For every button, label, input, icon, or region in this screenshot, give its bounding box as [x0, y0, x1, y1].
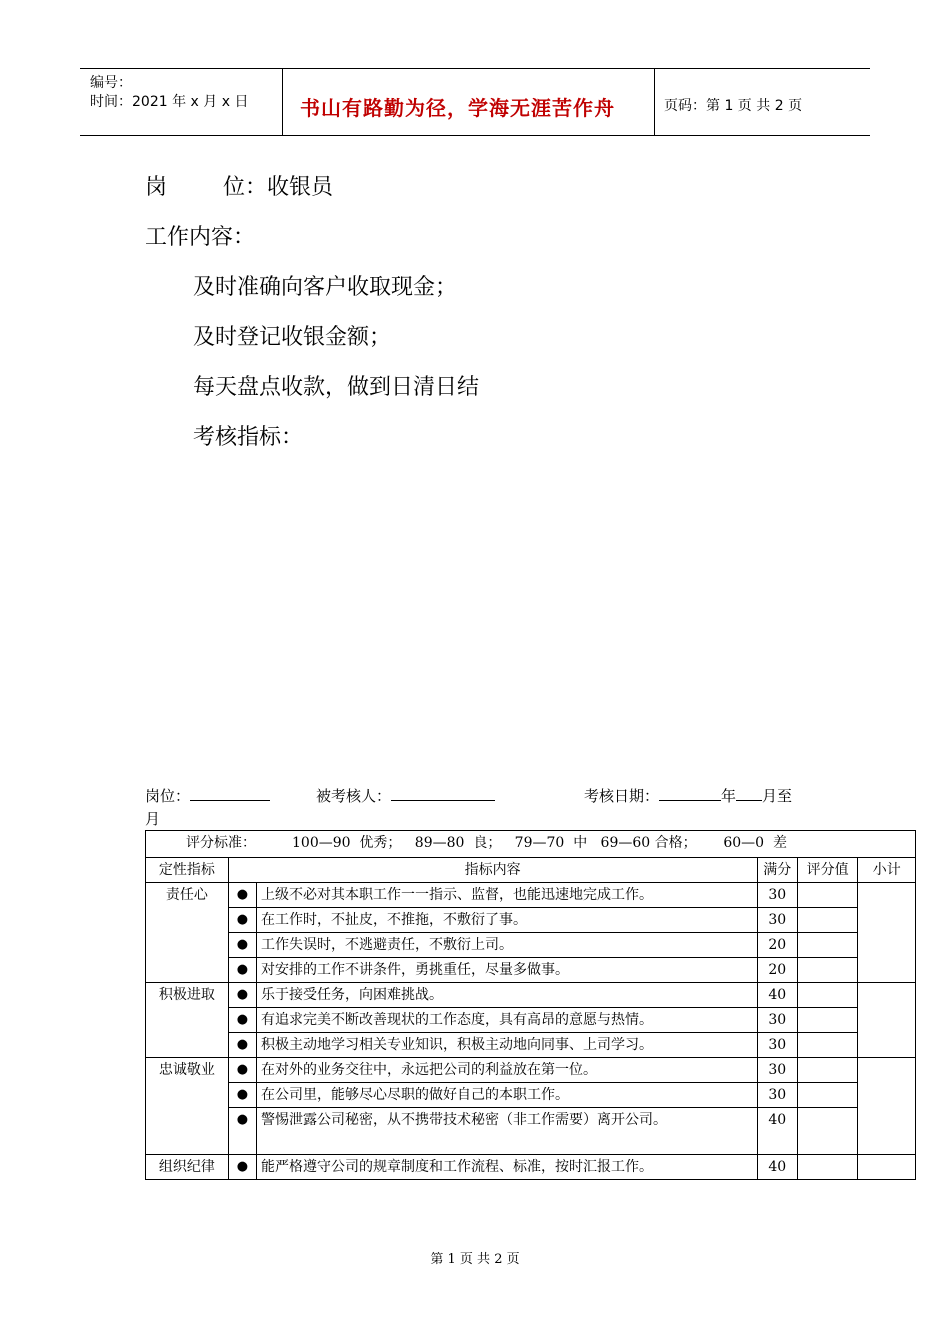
bullet-icon: ● [228, 883, 256, 908]
document-number-label: 编号： [90, 75, 132, 91]
table-row [146, 983, 916, 1008]
header-subtotal: 小计 [858, 858, 916, 883]
form-date-label: 考核日期： [584, 787, 660, 805]
indicator-content: 在对外的业务交往中，永远把公司的利益放在第一位。 [257, 1058, 758, 1083]
indicator-content: 对安排的工作不讲条件，勇挑重任，尽量多做事。 [257, 958, 758, 983]
table-row [146, 1008, 916, 1033]
header-divider-right [654, 68, 655, 135]
subtotal-cell[interactable] [858, 883, 916, 983]
scoring-standard-items: 100—90 优秀； 89—80 良； 79—70 中 69—60 合格； 60—0 差 [292, 835, 787, 851]
duty-item: 每天盘点收款，做到日清日结 [193, 375, 480, 400]
full-score: 20 [757, 958, 797, 983]
form-month-label: 月 [145, 810, 161, 828]
scoring-standard-label: 评分标准： [186, 835, 256, 851]
rating-cell[interactable] [797, 883, 858, 908]
rating-cell[interactable] [797, 983, 858, 1008]
rating-cell[interactable] [797, 1155, 858, 1180]
scoring-standard-row [146, 831, 916, 858]
indicator-content: 能严格遵守公司的规章制度和工作流程、标准，按时汇报工作。 [257, 1155, 758, 1180]
header-bottom-rule [80, 135, 870, 136]
full-score: 40 [757, 1155, 797, 1180]
work-content-label: 工作内容： [145, 225, 256, 250]
bullet-icon: ● [228, 1108, 256, 1155]
subtotal-cell[interactable] [858, 1058, 916, 1155]
form-position-label: 岗位： [145, 787, 191, 805]
header-full-score: 满分 [757, 858, 797, 883]
indicator-responsibility: 责任心 [146, 883, 229, 983]
bullet-icon: ● [228, 1083, 256, 1108]
bullet-icon: ● [228, 933, 256, 958]
indicator-content: 积极主动地学习相关专业知识，积极主动地向同事、上司学习。 [257, 1033, 758, 1058]
position-blank[interactable] [190, 786, 270, 801]
full-score: 30 [757, 1008, 797, 1033]
table-row [146, 908, 916, 933]
page-footer: 第 1 页 共 2 页 [430, 1252, 520, 1267]
rating-cell[interactable] [797, 1108, 858, 1155]
full-score: 20 [757, 933, 797, 958]
full-score: 30 [757, 1083, 797, 1108]
month-blank[interactable] [736, 786, 762, 801]
header-divider-left [282, 68, 283, 135]
subtotal-cell[interactable] [858, 1155, 916, 1180]
assessment-table [145, 830, 916, 1180]
table-row [146, 933, 916, 958]
full-score: 30 [757, 883, 797, 908]
indicator-content: 上级不必对其本职工作一一指示、监督，也能迅速地完成工作。 [257, 883, 758, 908]
assessee-blank[interactable] [391, 786, 495, 801]
indicator-content: 乐于接受任务，向困难挑战。 [257, 983, 758, 1008]
document-time-label: 时间：2021 年 x 月 x 日 [90, 94, 249, 110]
indicator-content: 工作失误时，不逃避责任，不敷衍上司。 [257, 933, 758, 958]
table-row [146, 1083, 916, 1108]
rating-cell[interactable] [797, 1058, 858, 1083]
table-row [146, 1155, 916, 1180]
duty-item: 及时登记收银金额； [193, 325, 392, 350]
duty-item: 及时准确向客户收取现金； [193, 275, 458, 300]
indicator-loyalty: 忠诚敬业 [146, 1058, 229, 1155]
form-assessee-field [316, 785, 495, 806]
bullet-icon: ● [228, 1033, 256, 1058]
bullet-icon: ● [228, 908, 256, 933]
indicator-content: 警惕泄露公司秘密，从不携带技术秘密（非工作需要）离开公司。 [257, 1108, 758, 1155]
full-score: 40 [757, 983, 797, 1008]
bullet-icon: ● [228, 983, 256, 1008]
indicator-content: 在公司里，能够尽心尽职的做好自己的本职工作。 [257, 1083, 758, 1108]
form-date-field [584, 785, 792, 806]
full-score: 30 [757, 1033, 797, 1058]
form-month-to-label: 月至 [762, 787, 793, 805]
page-code: 页码：第 1 页 共 2 页 [664, 98, 803, 114]
header-content: 指标内容 [228, 858, 757, 883]
form-year-label: 年 [721, 787, 737, 805]
table-header-row [146, 858, 916, 883]
full-score: 30 [757, 1058, 797, 1083]
indicator-content: 在工作时，不扯皮，不推拖，不敷衍了事。 [257, 908, 758, 933]
bullet-icon: ● [228, 1155, 256, 1180]
bullet-icon: ● [228, 1058, 256, 1083]
indicator-content: 有追求完美不断改善现状的工作态度，具有高昂的意愿与热情。 [257, 1008, 758, 1033]
header-top-rule [80, 68, 870, 69]
rating-cell[interactable] [797, 908, 858, 933]
rating-cell[interactable] [797, 1008, 858, 1033]
year-blank[interactable] [659, 786, 721, 801]
bullet-icon: ● [228, 958, 256, 983]
job-position: 岗 位：收银员 [145, 175, 333, 200]
subtotal-cell[interactable] [858, 983, 916, 1058]
rating-cell[interactable] [797, 933, 858, 958]
header-motto: 书山有路勤为径，学海无涯苦作舟 [300, 96, 615, 120]
bullet-icon: ● [228, 1008, 256, 1033]
table-row [146, 958, 916, 983]
table-row [146, 1033, 916, 1058]
rating-cell[interactable] [797, 1083, 858, 1108]
rating-cell[interactable] [797, 1033, 858, 1058]
indicator-discipline: 组织纪律 [146, 1155, 229, 1180]
rating-cell[interactable] [797, 958, 858, 983]
table-row [146, 1058, 916, 1083]
header-rating: 评分值 [797, 858, 858, 883]
full-score: 30 [757, 908, 797, 933]
header-indicator: 定性指标 [146, 858, 229, 883]
scoring-standard-cell [146, 831, 916, 858]
indicator-initiative: 积极进取 [146, 983, 229, 1058]
kpi-label: 考核指标： [193, 425, 304, 450]
table-row [146, 883, 916, 908]
table-row [146, 1108, 916, 1155]
full-score: 40 [757, 1108, 797, 1155]
form-assessee-label: 被考核人： [316, 787, 392, 805]
form-position-field [145, 785, 270, 806]
